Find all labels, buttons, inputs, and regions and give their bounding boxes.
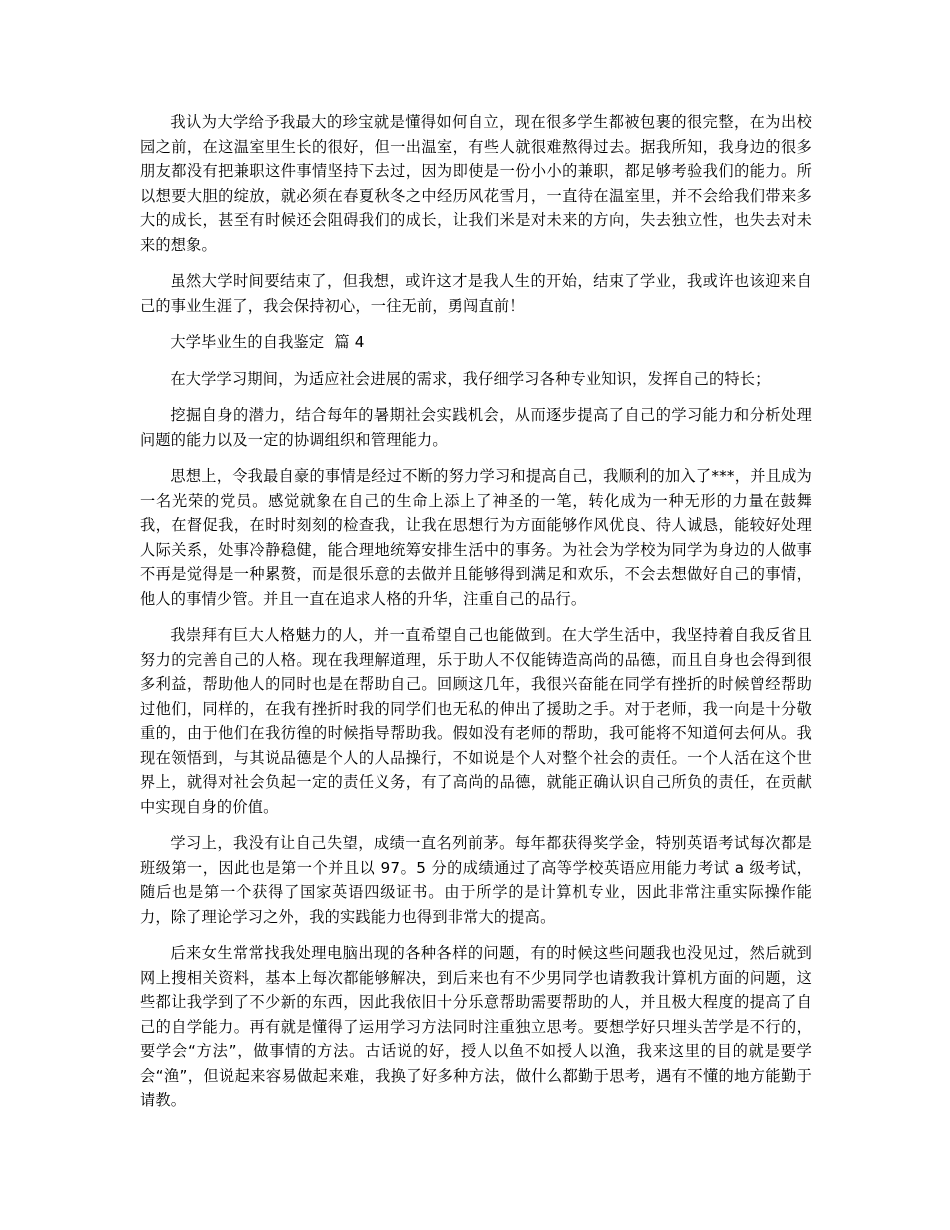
paragraph: 后来女生常常找我处理电脑出现的各种各样的问题，有的时候这些问题我也没见过，然后就到网上搜相关资料，基本上每次都能够解决，到后来也有不少男同学也请教我计算机方面的问题，这些都让我学到了不少新的东西，因此我依旧十分乐意帮助需要帮助的人，并且极大程度的提高了自己的自学能力。再有就是懂得了运用学习方法同时注重独立思考。要想学好只埋头苦学是不行的，要学会“方法”，做事情的方法。古话说的好，授人以鱼不如授人以渔，我来这里的目的就是要学会“渔”，但说起来容易做起来难，我换了好多种方法，做什么都勤于思考，遇有不懂的地方能勤于请教。 <box>140 944 812 1109</box>
paragraph: 虽然大学时间要结束了，但我想，或许这才是我人生的开始，结束了学业，我或许也该迎来自己的事业生涯了，我会保持初心，一往无前，勇闯直前！ <box>140 272 812 315</box>
paragraph: 思想上，令我最自豪的事情是经过不断的努力学习和提高自己，我顺利的加入了***，并且成为一名光荣的党员。感觉就象在自己的生命上添上了神圣的一笔，转化成为一种无形的力量在鼓舞我，在督促我，在时时刻刻的检查我，让我在思想行为方面能够作风优良、待人诚恳，能较好处理人际关系，处事冷静稳健，能合理地统筹安排生活中的事务。为社会为学校为同学为身边的人做事不再是觉得是一种累赘，而是很乐意的去做并且能够得到满足和欢乐，不会去想做好自己的事情，他人的事情少管。并且一直在追求人格的升华，注重自己的品行。 <box>140 467 812 608</box>
paragraph: 我崇拜有巨大人格魅力的人，并一直希望自己也能做到。在大学生活中，我坚持着自我反省且努力的完善自己的人格。现在我理解道理，乐于助人不仅能铸造高尚的品德，而且自身也会得到很多利益，帮助他人的同时也是在帮助自己。回顾这几年，我很兴奋能在同学有挫折的时候曾经帮助过他们，同样的，在我有挫折时我的同学们也无私的伸出了援助之手。对于老师，我一向是十分敬重的，由于他们在我彷徨的时候指导帮助我。假如没有老师的帮助，我可能将不知道何去何从。我现在领悟到，与其说品德是个人的人品操行，不如说是个人对整个社会的责任。一个人活在这个世界上，就得对社会负起一定的责任义务，有了高尚的品德，就能正确认识自己所负的责任，在贡献中实现自身的价值。 <box>140 626 812 816</box>
paragraph: 学习上，我没有让自己失望，成绩一直名列前茅。每年都获得奖学金，特别英语考试每次都是班级第一，因此也是第一个并且以 97。5 分的成绩通过了高等学校英语应用能力考试 a 级考试，随后也是第一个获得了国家英语四级证书。由于所学的是计算机专业，因此非常注重实际操作能力，除了理论学习之外，我的实践能力也得到非常大的提高。 <box>140 834 812 926</box>
section-heading: 大学毕业生的自我鉴定 篇 4 <box>170 333 365 351</box>
paragraph: 挖掘自身的潜力，结合每年的暑期社会实践机会，从而逐步提高了自己的学习能力和分析处理问题的能力以及一定的协调组织和管理能力。 <box>140 406 812 449</box>
paragraph: 我认为大学给予我最大的珍宝就是懂得如何自立，现在很多学生都被包裹的很完整，在为出校园之前，在这温室里生长的很好，但一出温室，有些人就很难熬得过去。据我所知，我身边的很多朋友都没有把兼职这件事情坚持下去过，因为即使是一份小小的兼职，都足够考验我们的能力。所以想要大胆的绽放，就必须在春夏秋冬之中经历风花雪月，一直待在温室里，并不会给我们带来多大的成长，甚至有时候还会阻碍我们的成长，让我们米是对未来的方向，失去独立性，也失去对未来的想象。 <box>140 113 812 254</box>
paragraph: 在大学学习期间，为适应社会进展的需求，我仔细学习各种专业知识，发挥自己的特长； <box>170 369 771 388</box>
document-body <box>140 110 812 1125</box>
